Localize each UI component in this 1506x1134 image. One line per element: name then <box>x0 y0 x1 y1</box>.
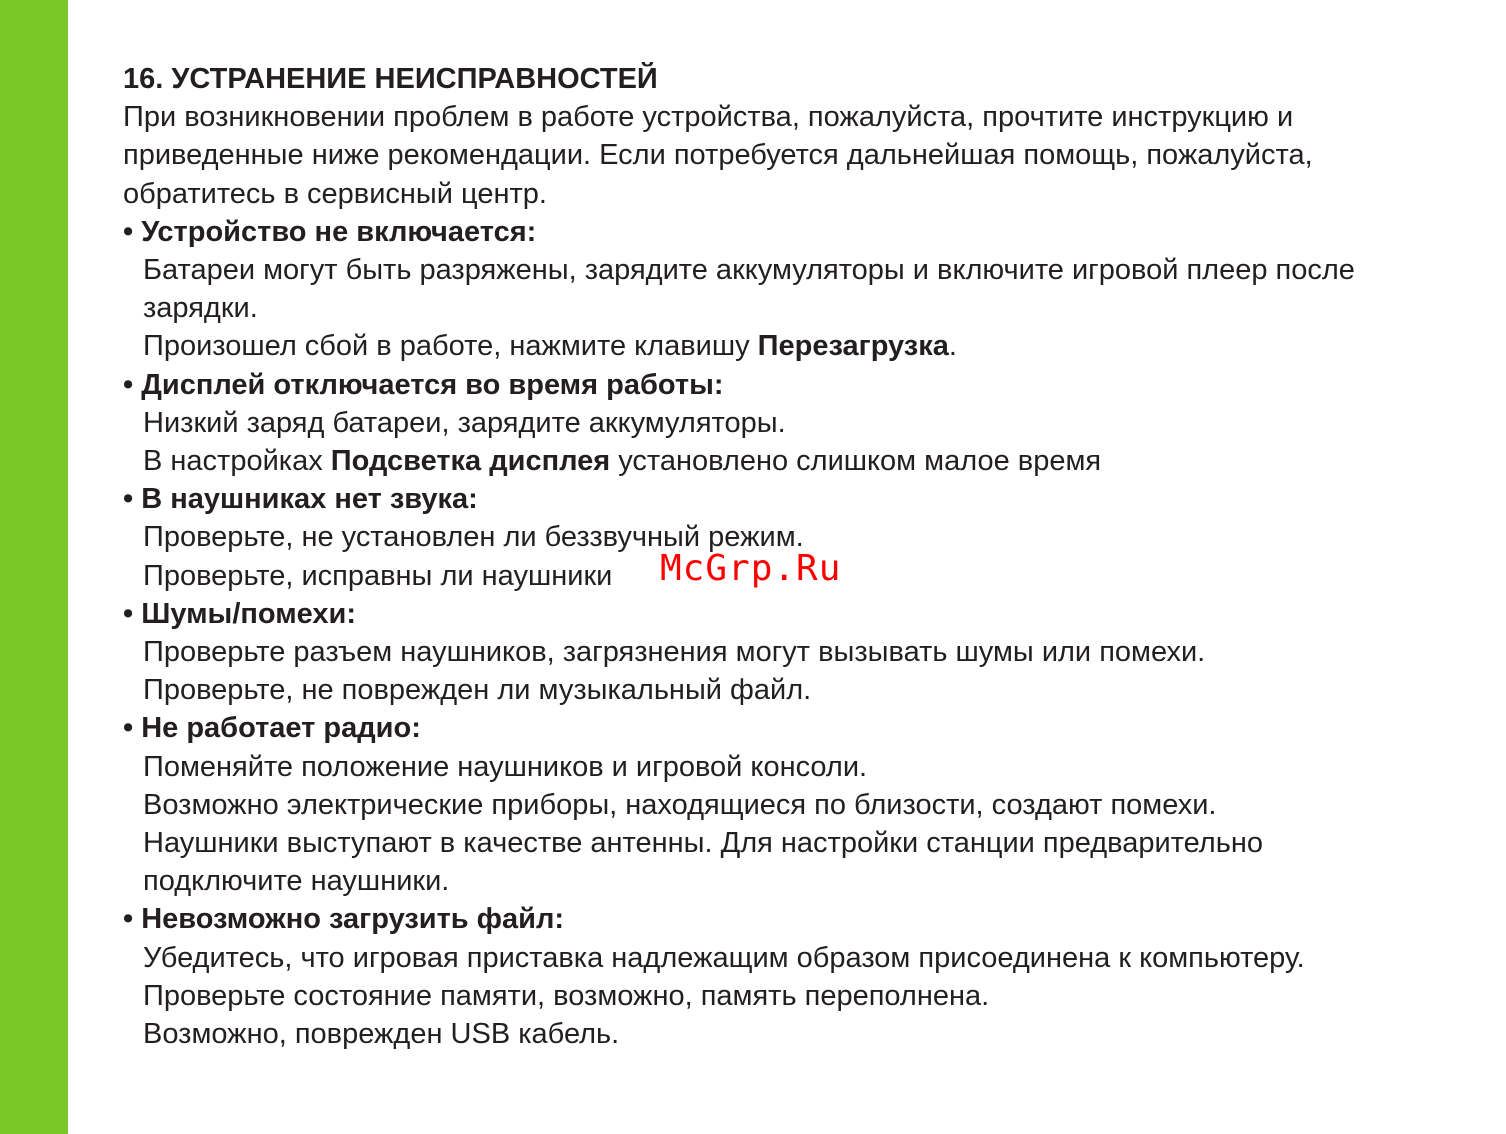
section-text-line: Проверьте состояние памяти, возможно, память переполнена. <box>143 979 990 1012</box>
section-heading-no-sound: • В наушниках нет звука: <box>123 483 478 516</box>
section-text-line: Поменяйте положение наушников и игровой консоли. <box>143 750 868 783</box>
section-heading-file-load: • Невозможно загрузить файл: <box>123 903 565 936</box>
section-text-line: Возможно, поврежден USB кабель. <box>143 1018 620 1051</box>
intro-line: При возникновении проблем в работе устройства, пожалуйста, прочтите инструкцию и <box>123 101 1294 134</box>
text-run: установлено слишком малое время <box>610 445 1102 478</box>
text-run: Произошел сбой в работе, нажмите клавишу <box>143 330 758 363</box>
section-text-line: подключите наушники. <box>143 865 450 898</box>
section-heading-radio: • Не работает радио: <box>123 712 421 745</box>
section-text-line: Наушники выступают в качестве антенны. Для настройки станции предварительно <box>143 827 1263 860</box>
intro-line: обратитесь в сервисный центр. <box>123 177 547 210</box>
section-text-line: Батареи могут быть разряжены, зарядите аккумуляторы и включите игровой плеер после <box>143 254 1355 287</box>
watermark: McGrp.Ru <box>660 548 842 589</box>
section-text-line <box>123 327 1506 365</box>
text-run: В настройках <box>143 445 331 478</box>
text-run: . <box>948 330 957 363</box>
reset-key-name: Перезагрузка <box>757 330 949 363</box>
section-heading-display: • Дисплей отключается во время работы: <box>123 368 724 401</box>
backlight-setting-name: Подсветка дисплея <box>330 445 611 478</box>
section-text-line: Убедитесь, что игровая приставка надлежащим образом присоединена к компьютеру. <box>143 941 1305 974</box>
section-text-line: Возможно электрические приборы, находящиеся по близости, создают помехи. <box>143 788 1217 821</box>
section-text-line: Проверьте, исправны ли наушники <box>143 559 613 592</box>
intro-line: приведенные ниже рекомендации. Если потребуется дальнейшая помощь, пожалуйста, <box>123 139 1313 172</box>
side-color-bar <box>0 0 68 1134</box>
section-text-line: Низкий заряд батареи, зарядите аккумуляторы. <box>143 406 786 439</box>
section-text-line <box>123 442 1506 480</box>
section-heading-power: • Устройство не включается: <box>123 215 537 248</box>
section-text-line: зарядки. <box>143 292 258 325</box>
section-heading-noise: • Шумы/помехи: <box>123 597 357 630</box>
section-text-line: Проверьте разъем наушников, загрязнения могут вызывать шумы или помехи. <box>143 636 1206 669</box>
section-text-line: Проверьте, не установлен ли беззвучный режим. <box>143 521 804 554</box>
page-title: 16. УСТРАНЕНИЕ НЕИСПРАВНОСТЕЙ <box>123 63 658 95</box>
section-text-line: Проверьте, не поврежден ли музыкальный файл. <box>143 674 812 707</box>
